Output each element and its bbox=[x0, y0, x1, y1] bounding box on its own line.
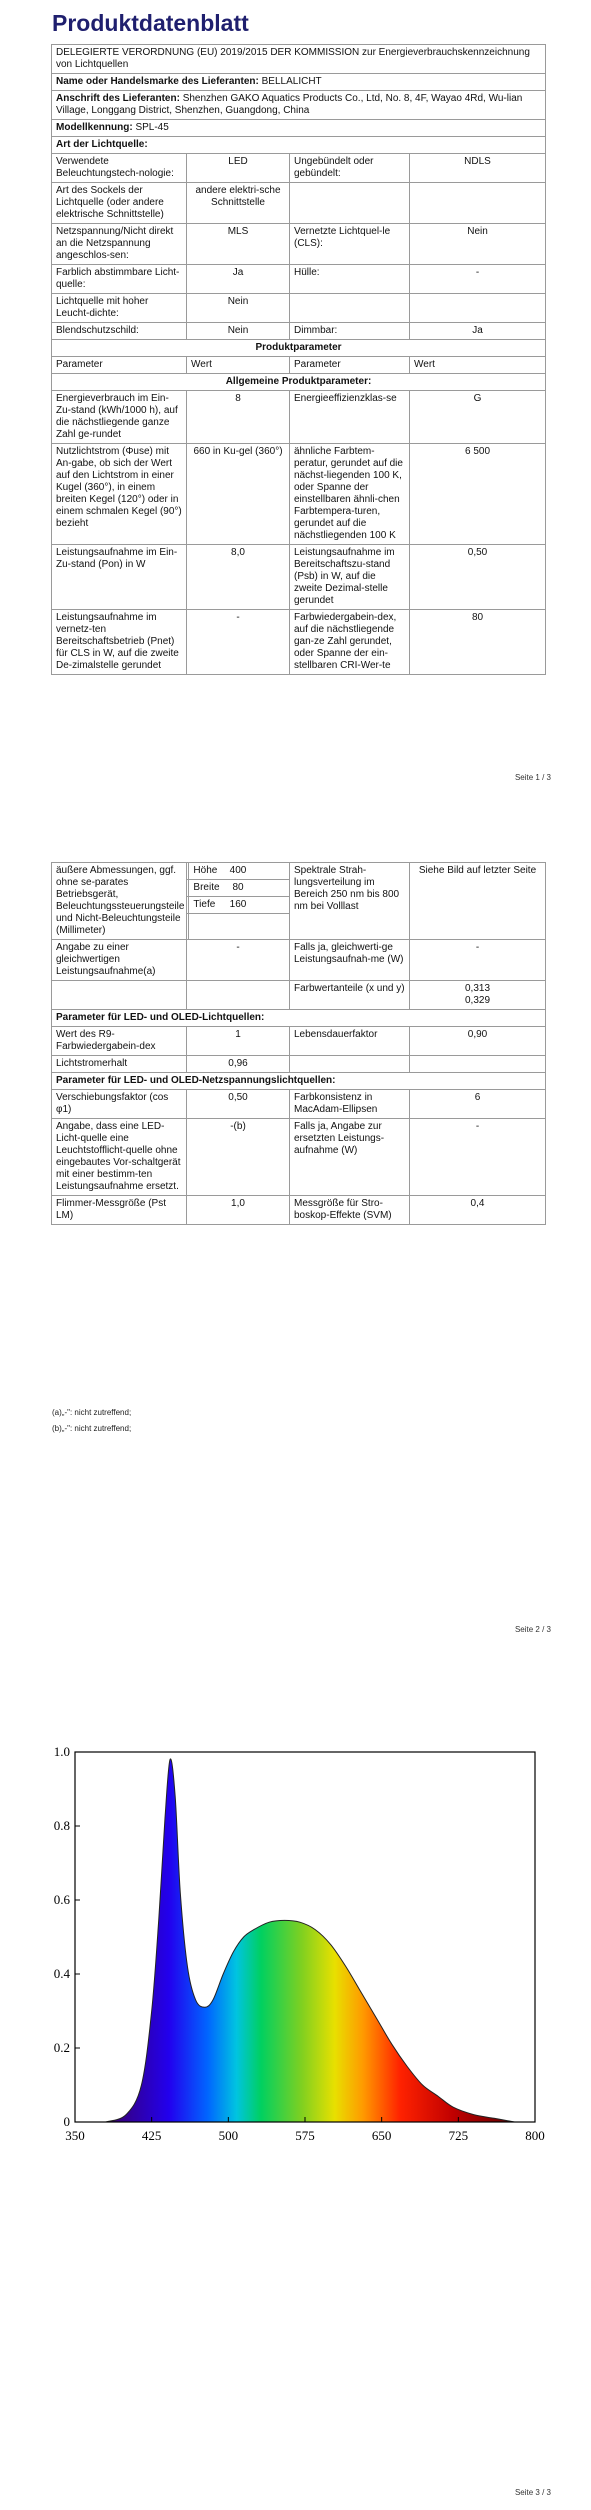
dimensions-row bbox=[52, 863, 546, 940]
regulation-row bbox=[52, 45, 546, 74]
mains-value-2: - bbox=[410, 1119, 546, 1196]
page-2-table-area bbox=[0, 862, 591, 1382]
datasheet-table-2 bbox=[51, 862, 546, 1225]
led-row bbox=[52, 1027, 546, 1056]
type-value-2: - bbox=[410, 265, 546, 294]
document-title: Produktdatenblatt bbox=[52, 10, 249, 36]
x-tick-label: 350 bbox=[65, 2128, 85, 2143]
type-value-2 bbox=[410, 294, 546, 323]
x-tick-label: 800 bbox=[525, 2128, 545, 2143]
led-param-1: Wert des R9-Farbwiedergabein-dex bbox=[52, 1027, 187, 1056]
general-param-1: Leistungsaufnahme im Ein-Zu-stand (Pon) in W bbox=[52, 545, 187, 610]
mains-heading-row bbox=[52, 1073, 546, 1090]
general-param-2: ähnliche Farbtem-peratur, gerundet auf die nächst-liegenden 100 K, oder Spanne der einstellbaren ähnli-chen Farbtempera-turen, gerundet auf die nächstliegenden 100 K bbox=[290, 444, 410, 545]
col-header-value-2: Wert bbox=[410, 357, 546, 374]
extra-param-2: Falls ja, gleichwerti-ge Leistungsaufnah-me (W) bbox=[290, 940, 410, 981]
mains-value-1: -(b) bbox=[187, 1119, 290, 1196]
type-value-1: andere elektri-sche Schnittstelle bbox=[187, 183, 290, 224]
led-param-2: Lebensdauerfaktor bbox=[290, 1027, 410, 1056]
dimension-key: Höhe bbox=[189, 863, 223, 880]
extra-value-2: 0,313 0,329 bbox=[410, 981, 546, 1010]
y-tick-label: 0.6 bbox=[53, 1892, 70, 1907]
model-label: Modellkennung: bbox=[56, 122, 133, 133]
general-row bbox=[52, 444, 546, 545]
mains-param-2: Falls ja, Angabe zur ersetzten Leistungs-aufnahme (W) bbox=[290, 1119, 410, 1196]
type-param-2 bbox=[290, 183, 410, 224]
general-param-1: Leistungsaufnahme im vernetz-ten Bereitschaftsbetrieb (Pnet) für CLS in W, auf die zweite De-zimalstelle gerundet bbox=[52, 610, 187, 675]
x-tick-label: 575 bbox=[295, 2128, 315, 2143]
mains-value-2: 6 bbox=[410, 1090, 546, 1119]
type-value-2 bbox=[410, 183, 546, 224]
general-param-1: Energieverbrauch im Ein-Zu-stand (kWh/1000 h), auf die nächstliegende ganze Zahl ge-rundet bbox=[52, 391, 187, 444]
general-param-2: Leistungsaufnahme im Bereitschaftszu-stand (Psb) in W, auf die zweite Dezimal-stelle gerundet bbox=[290, 545, 410, 610]
general-params-heading: Allgemeine Produktparameter: bbox=[52, 374, 546, 391]
y-tick-label: 1.0 bbox=[53, 1744, 70, 1759]
extra-param-2: Farbwertanteile (x und y) bbox=[290, 981, 410, 1010]
type-value-1: Nein bbox=[187, 323, 290, 340]
datasheet-table-1 bbox=[51, 44, 546, 675]
type-row bbox=[52, 224, 546, 265]
type-param-2: Ungebündelt oder gebündelt: bbox=[290, 154, 410, 183]
extra-value-1: - bbox=[187, 940, 290, 981]
general-row bbox=[52, 545, 546, 610]
light-source-type-row bbox=[52, 137, 546, 154]
type-param-1: Netzspannung/Nicht direkt an die Netzspannung angeschlos-sen: bbox=[52, 224, 187, 265]
led-params-heading: Parameter für LED- und OLED-Lichtquellen: bbox=[52, 1010, 546, 1027]
col-header-param-1: Parameter bbox=[52, 357, 187, 374]
led-heading-row bbox=[52, 1010, 546, 1027]
extra-row bbox=[52, 981, 546, 1010]
led-value-2 bbox=[410, 1056, 546, 1073]
page-number-2: Seite 2 / 3 bbox=[514, 1625, 551, 1634]
type-value-2: Nein bbox=[410, 224, 546, 265]
type-param-1: Verwendete Beleuchtungstech-nologie: bbox=[52, 154, 187, 183]
general-params-heading-row bbox=[52, 374, 546, 391]
general-row bbox=[52, 391, 546, 444]
general-row bbox=[52, 610, 546, 675]
type-row bbox=[52, 154, 546, 183]
extra-row bbox=[52, 940, 546, 981]
page-1 bbox=[0, 0, 591, 790]
dimension-value: 400 bbox=[187, 863, 289, 880]
supplier-name-label: Name oder Handelsmarke des Lieferanten: bbox=[56, 76, 259, 87]
type-row bbox=[52, 183, 546, 224]
mains-value-1: 1,0 bbox=[187, 1196, 290, 1225]
spectral-chart bbox=[40, 1740, 545, 2150]
general-param-2: Energieeffizienzklas-se bbox=[290, 391, 410, 444]
supplier-address: Shenzhen GAKO Aquatics Products Co., Ltd, No. 8, 4F, Wayao 4Rd, Wu-lian Village, Longgang District, Shenzhen, Guangdong, China bbox=[56, 93, 523, 116]
footnote-b: (b)„-": nicht zutreffend; bbox=[52, 1424, 132, 1433]
dimension-value: 160 bbox=[187, 897, 289, 914]
product-params-heading-row bbox=[52, 340, 546, 357]
mains-value-1: 0,50 bbox=[187, 1090, 290, 1119]
general-value-2: G bbox=[410, 391, 546, 444]
type-param-1: Lichtquelle mit hoher Leucht-dichte: bbox=[52, 294, 187, 323]
led-param-1: Lichtstromerhalt bbox=[52, 1056, 187, 1073]
led-value-2: 0,90 bbox=[410, 1027, 546, 1056]
footnote-a: (a)„-": nicht zutreffend; bbox=[52, 1408, 132, 1417]
regulation-text: DELEGIERTE VERORDNUNG (EU) 2019/2015 DER KOMMISSION zur Energieverbrauchskennzeichnung von Lichtquellen bbox=[52, 45, 546, 74]
dimension-key: Breite bbox=[189, 880, 223, 897]
type-value-2: Ja bbox=[410, 323, 546, 340]
page-number-3: Seite 3 / 3 bbox=[514, 2488, 551, 2497]
type-param-1: Blendschutzschild: bbox=[52, 323, 187, 340]
col-header-value-1: Wert bbox=[187, 357, 290, 374]
y-tick-label: 0 bbox=[63, 2114, 70, 2129]
type-value-1: LED bbox=[187, 154, 290, 183]
spectral-value: Siehe Bild auf letzter Seite bbox=[410, 863, 546, 940]
type-value-1: Nein bbox=[187, 294, 290, 323]
supplier-address-row bbox=[52, 91, 546, 120]
spectral-label: Spektrale Strah-lungsverteilung im Bereich 250 nm bis 800 nm bei Volllast bbox=[290, 863, 410, 940]
extra-param-1: Angabe zu einer gleichwertigen Leistungsaufnahme(a) bbox=[52, 940, 187, 981]
supplier-name-row bbox=[52, 74, 546, 91]
supplier-address-label: Anschrift des Lieferanten: bbox=[56, 93, 180, 104]
model-id: SPL-45 bbox=[135, 122, 169, 133]
led-param-2 bbox=[290, 1056, 410, 1073]
spectral-chart-svg bbox=[40, 1740, 545, 2150]
y-tick-label: 0.2 bbox=[53, 2040, 70, 2055]
type-param-1: Farblich abstimmbare Licht-quelle: bbox=[52, 265, 187, 294]
type-value-2: NDLS bbox=[410, 154, 546, 183]
general-param-1: Nutzlichtstrom (Φuse) mit An-gabe, ob sich der Wert auf den Lichtstrom in einer Kugel (360°), in einem breiten Kegel (120°) oder in einem schmalen Kegel (90°) bezieht bbox=[52, 444, 187, 545]
y-tick-label: 0.8 bbox=[53, 1818, 70, 1833]
light-source-type-heading: Art der Lichtquelle: bbox=[52, 137, 546, 154]
x-tick-label: 425 bbox=[141, 2128, 162, 2143]
model-row bbox=[52, 120, 546, 137]
type-param-2: Vernetzte Lichtquel-le (CLS): bbox=[290, 224, 410, 265]
extra-param-1 bbox=[52, 981, 187, 1010]
type-value-1: MLS bbox=[187, 224, 290, 265]
general-param-2: Farbwiedergabein-dex, auf die nächstliegende gan-ze Zahl gerundet, oder Spanne der ein-stellbaren CRI-Wer-te bbox=[290, 610, 410, 675]
y-tick-label: 0.4 bbox=[53, 1966, 70, 1981]
dimension-key: Tiefe bbox=[189, 897, 223, 914]
mains-param-1: Verschiebungsfaktor (cos φ1) bbox=[52, 1090, 187, 1119]
dimension-value: 80 bbox=[187, 880, 289, 897]
mains-row bbox=[52, 1196, 546, 1225]
page-2 bbox=[0, 840, 591, 1655]
mains-params-heading: Parameter für LED- und OLED-Netzspannungslichtquellen: bbox=[52, 1073, 546, 1090]
type-param-2: Hülle: bbox=[290, 265, 410, 294]
general-value-1: 660 in Ku-gel (360°) bbox=[187, 444, 290, 545]
general-value-1: - bbox=[187, 610, 290, 675]
general-value-2: 0,50 bbox=[410, 545, 546, 610]
general-value-2: 6 500 bbox=[410, 444, 546, 545]
general-value-1: 8 bbox=[187, 391, 290, 444]
type-row bbox=[52, 323, 546, 340]
led-value-1: 1 bbox=[187, 1027, 290, 1056]
mains-value-2: 0,4 bbox=[410, 1196, 546, 1225]
mains-row bbox=[52, 1119, 546, 1196]
general-value-2: 80 bbox=[410, 610, 546, 675]
general-value-1: 8,0 bbox=[187, 545, 290, 610]
extra-value-1 bbox=[187, 981, 290, 1010]
page-1-table-area bbox=[0, 44, 591, 764]
page-number-1: Seite 1 / 3 bbox=[514, 773, 551, 782]
led-row bbox=[52, 1056, 546, 1073]
type-param-2: Dimmbar: bbox=[290, 323, 410, 340]
column-header-row bbox=[52, 357, 546, 374]
type-row bbox=[52, 265, 546, 294]
mains-param-1: Flimmer-Messgröße (Pst LM) bbox=[52, 1196, 187, 1225]
spectrum-area bbox=[106, 1759, 515, 2122]
mains-param-2: Farbkonsistenz in MacAdam-Ellipsen bbox=[290, 1090, 410, 1119]
type-value-1: Ja bbox=[187, 265, 290, 294]
x-tick-label: 500 bbox=[218, 2128, 239, 2143]
type-param-2 bbox=[290, 294, 410, 323]
mains-row bbox=[52, 1090, 546, 1119]
x-tick-label: 650 bbox=[371, 2128, 392, 2143]
mains-param-1: Angabe, dass eine LED-Licht-quelle eine Leuchtstofflicht-quelle ohne eingebautes Vor-schaltgerät mit einer bestimm-ten Leistungsaufnahme ersetzt. bbox=[52, 1119, 187, 1196]
type-param-1: Art des Sockels der Lichtquelle (oder andere elektrische Schnittstelle) bbox=[52, 183, 187, 224]
product-params-heading: Produktparameter bbox=[52, 340, 546, 357]
dimensions-label: äußere Abmessungen, ggf. ohne se-parates Betriebsgerät, Beleuchtungssteuerungsteile und Nicht-Beleuchtungsteile (Millimeter) bbox=[52, 863, 189, 939]
led-value-1: 0,96 bbox=[187, 1056, 290, 1073]
extra-value-2: - bbox=[410, 940, 546, 981]
type-row bbox=[52, 294, 546, 323]
col-header-param-2: Parameter bbox=[290, 357, 410, 374]
supplier-name: BELLALICHT bbox=[261, 76, 322, 87]
mains-param-2: Messgröße für Stro-boskop-Effekte (SVM) bbox=[290, 1196, 410, 1225]
x-tick-label: 725 bbox=[448, 2128, 469, 2143]
